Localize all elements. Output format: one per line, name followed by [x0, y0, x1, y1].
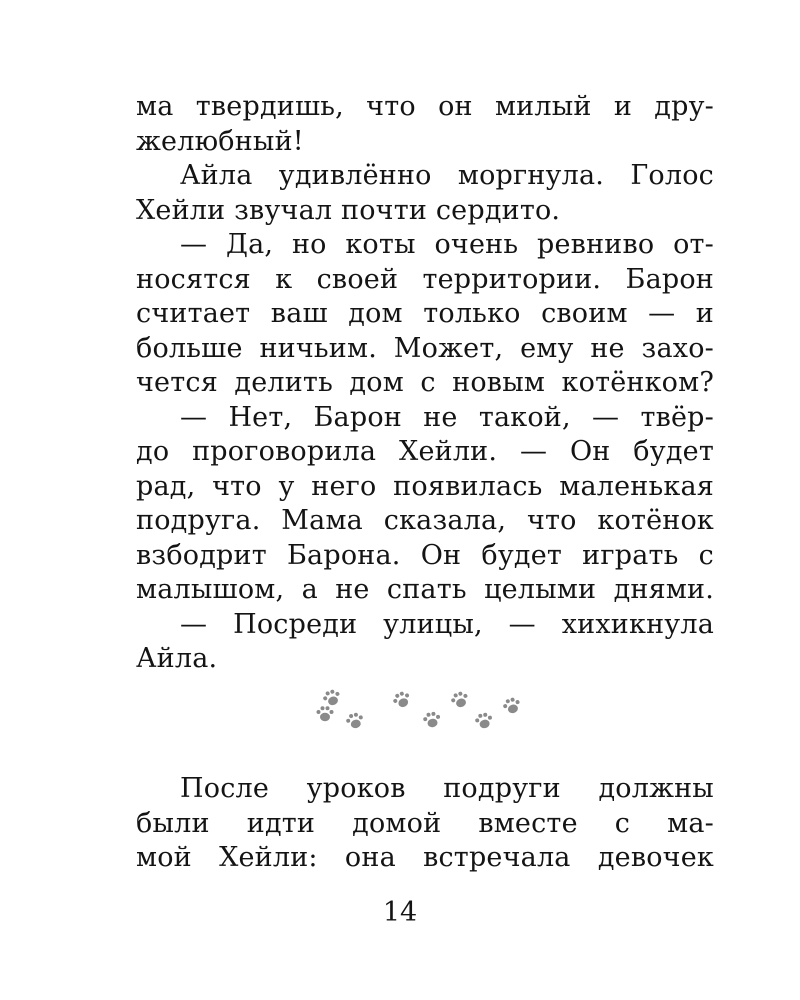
paw-print-divider — [310, 685, 540, 735]
paw-print-icon — [421, 709, 444, 730]
text-line: После уроков подруги должны — [180, 773, 714, 804]
page-number: 14 — [382, 897, 418, 928]
text-line: чется делить дом с новым котёнком? — [136, 367, 714, 398]
text-line: — Посреди улицы, — хихикнула — [180, 608, 714, 640]
text-line: до проговорила Хейли. — Он будет — [136, 436, 714, 467]
paw-print-icon — [500, 694, 525, 717]
text-line: мой Хейли: она встречала девочек — [136, 842, 714, 873]
paw-print-icon — [448, 688, 473, 712]
paw-print-icon — [389, 688, 415, 713]
paw-print-icon — [315, 705, 335, 723]
text-line: малышом, а не спать целыми днями. — [136, 574, 714, 605]
text-line: — Нет, Барон не такой, — твёр- — [180, 401, 714, 433]
text-line: желюбный! — [136, 125, 304, 157]
paw-print-icon — [472, 710, 495, 732]
text-line: были идти домой вместе с ма- — [136, 807, 714, 839]
text-line: ма твердишь, что он милый и дру- — [136, 91, 714, 122]
paw-print-icon — [343, 710, 367, 733]
text-line: взбодрит Барона. Он будет играть с — [136, 539, 714, 571]
text-line: Хейли звучал почти сердито. — [136, 194, 561, 226]
text-line: считает ваш дом только своим — и — [136, 298, 714, 329]
text-line: больше ничьим. Может, ему не захо- — [136, 332, 714, 364]
text-block-top — [136, 90, 714, 677]
text-line: Айла. — [136, 643, 218, 674]
text-line: рад, что у него появилась маленькая — [136, 470, 714, 502]
text-block-bottom — [136, 772, 714, 876]
text-line: носятся к своей территории. Барон — [136, 263, 714, 295]
text-line: — Да, но коты очень ревниво от- — [180, 229, 714, 260]
text-line: Айла удивлённо моргнула. Голос — [180, 160, 714, 191]
text-line: подруга. Мама сказала, что котёнок — [136, 505, 714, 536]
